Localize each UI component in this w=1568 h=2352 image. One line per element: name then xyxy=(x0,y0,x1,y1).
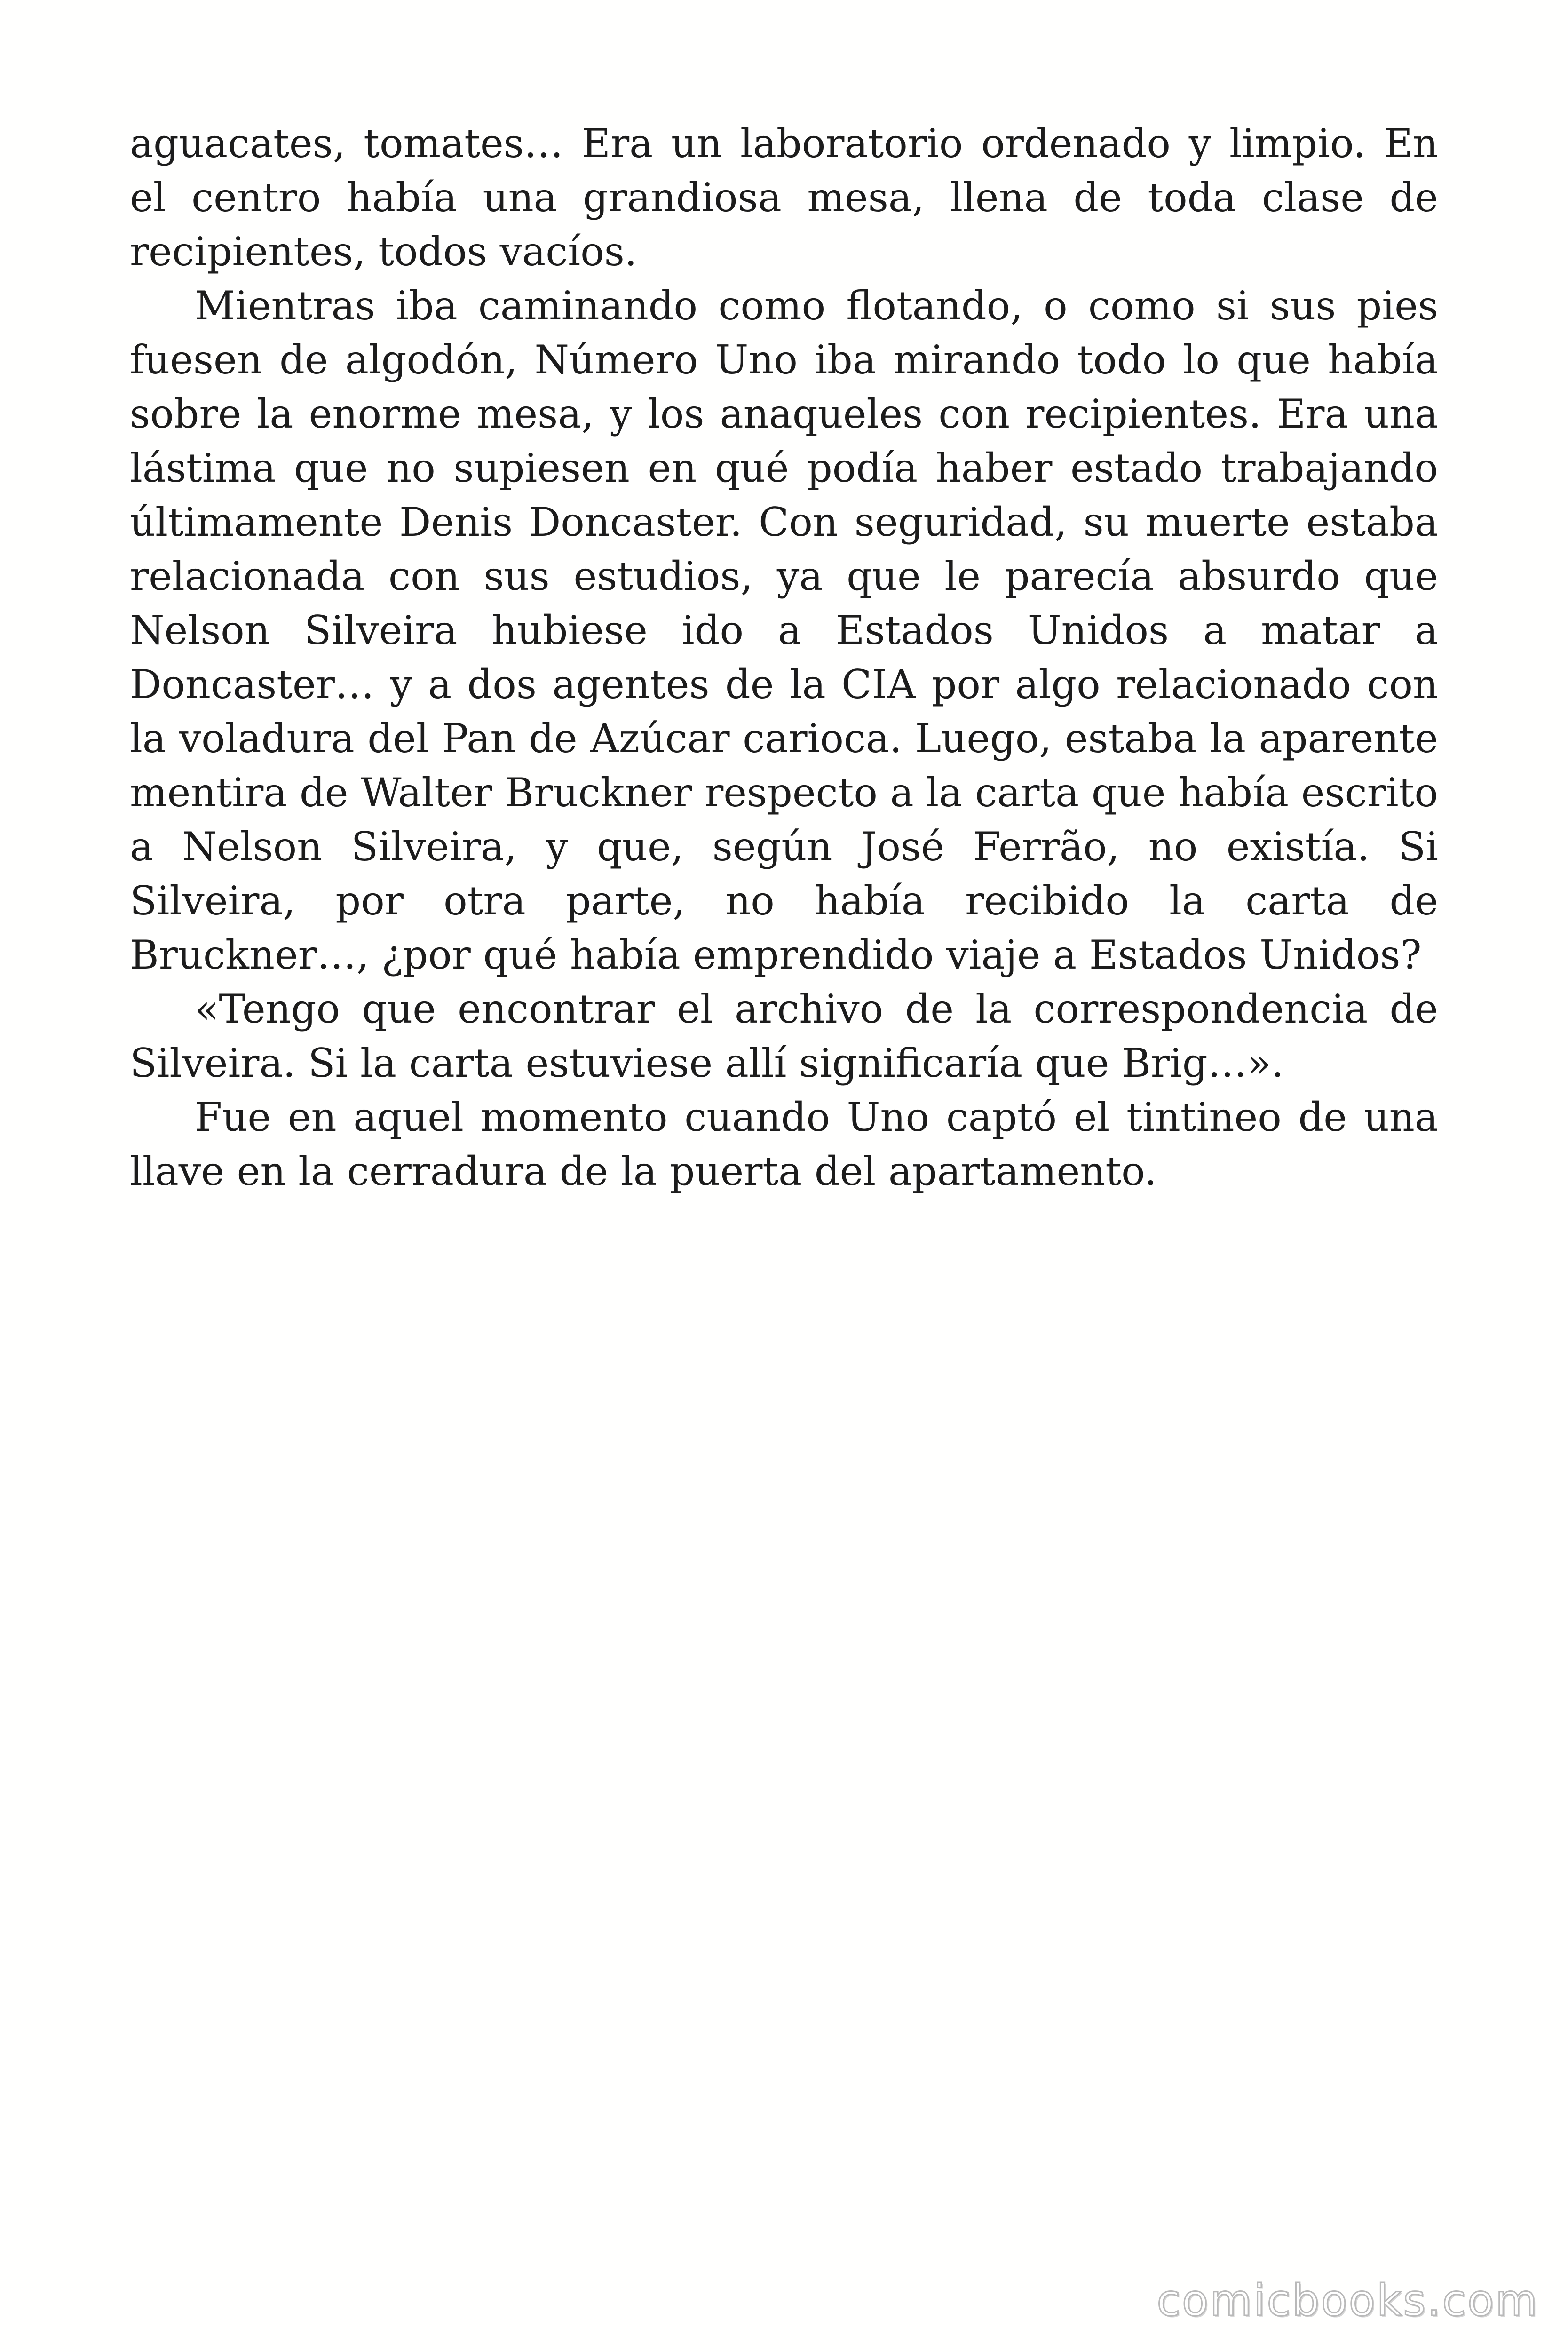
paragraph-inner-thought: «Tengo que encontrar el archivo de la correspondencia de Silveira. Si la carta estuviese allí significaría que Brig…». xyxy=(130,986,1438,1086)
paragraph-key-in-lock: Fue en aquel momento cuando Uno captó el tintineo de una llave en la cerradura de la puerta del apartamento. xyxy=(130,1094,1438,1194)
paragraph-continuation: aguacates, tomates… Era un laboratorio ordenado y limpio. En el centro había una grandiosa mesa, llena de toda clase de recipientes, todos vacíos. xyxy=(130,120,1438,275)
paragraph-investigation: Mientras iba caminando como flotando, o como si sus pies fuesen de algodón, Número Uno iba mirando todo lo que había sobre la enorme mesa, y los anaqueles con recipientes. Era una lástima que no supiesen en qué podía haber estado trabajando últimamente Denis Doncaster. Con seguridad, su muerte estaba relacionada con sus estudios, ya que le parecía absurdo que Nelson Silveira hubiese ido a Estados Unidos a matar a Doncaster… y a dos agentes de la CIA por algo relacionado con la voladura del Pan de Azúcar carioca. Luego, estaba la aparente mentira de Walter Bruckner respecto a la carta que había escrito a Nelson Silveira, y que, según José Ferrão, no existía. Si Silveira, por otra parte, no había recibido la carta de Bruckner…, ¿por qué había emprendido viaje a Estados Unidos? xyxy=(130,283,1438,978)
watermark-logo: comicbooks.com xyxy=(1156,2275,1539,2326)
body-text xyxy=(130,117,1438,1199)
